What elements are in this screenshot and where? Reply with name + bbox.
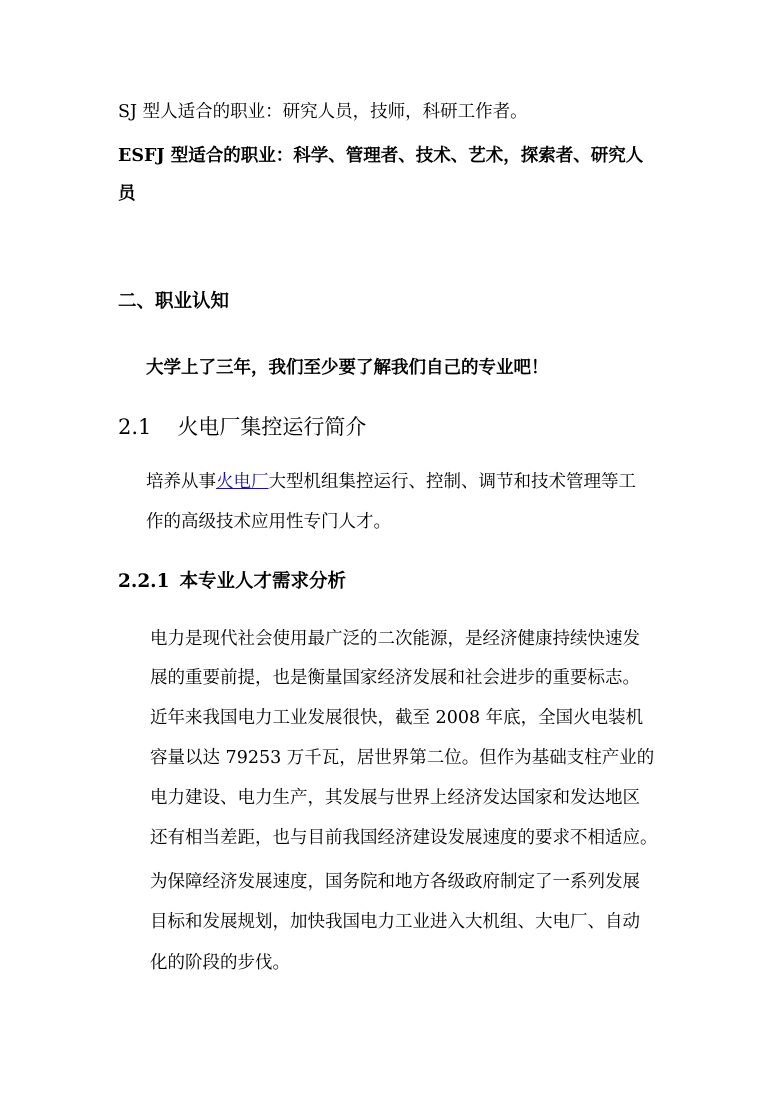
- section-2-2-1-title: 本专业人才需求分析: [179, 571, 347, 592]
- section-2-2-1-number: 2.2.1: [118, 571, 170, 592]
- demand-analysis-line: 目标和发展规划，加快我国电力工业进入大机组、大电厂、自动: [150, 912, 640, 932]
- esfj-type-careers-continued: 员: [118, 184, 136, 204]
- demand-analysis-line: 电力建设、电力生产，其发展与世界上经济发达国家和发达地区: [150, 788, 640, 808]
- section-2-1-paragraph-line1: [146, 474, 636, 492]
- sj-type-careers: SJ 型人适合的职业：研究人员，技师，科研工作者。: [118, 102, 528, 122]
- para-suffix: 大型机组集控运行、控制、调节和技术管理等工: [268, 472, 636, 492]
- demand-analysis-line: 电力是现代社会使用最广泛的二次能源，是经济健康持续快速发: [150, 629, 640, 649]
- demand-analysis-line: 化的阶段的步伐。: [150, 953, 290, 973]
- demand-analysis-line: 还有相当差距，也与目前我国经济建设发展速度的要求不相适应。: [150, 828, 658, 848]
- section-2-1-number: 2.1: [118, 415, 152, 439]
- section-2-1-paragraph-line2: 作的高级技术应用性专门人才。: [146, 512, 391, 532]
- demand-analysis-line: 容量以达 79253 万千瓦，居世界第二位。但作为基础支柱产业的: [150, 748, 655, 768]
- demand-analysis-line: 近年来我国电力工业发展很快，截至 2008 年底，全国火电装机: [150, 708, 644, 728]
- esfj-type-careers: ESFJ 型适合的职业：科学、管理者、技术、艺术，探索者、研究人: [118, 146, 644, 166]
- section-2-2-1-heading: [118, 573, 346, 592]
- section-2-1-heading: [118, 417, 366, 438]
- demand-analysis-line: 为保障经济发展速度，国务院和地方各级政府制定了一系列发展: [150, 872, 640, 892]
- demand-analysis-line: 展的重要前提，也是衡量国家经济发展和社会进步的重要标志。: [150, 668, 640, 688]
- section-heading-career-awareness: 二、职业认知: [118, 291, 230, 312]
- section-2-1-title: 火电厂集控运行简介: [177, 415, 367, 439]
- para-prefix: 培养从事: [146, 472, 216, 492]
- section-intro: 大学上了三年，我们至少要了解我们自己的专业吧！: [146, 358, 549, 378]
- thermal-power-plant-link[interactable]: 火电厂: [216, 472, 269, 492]
